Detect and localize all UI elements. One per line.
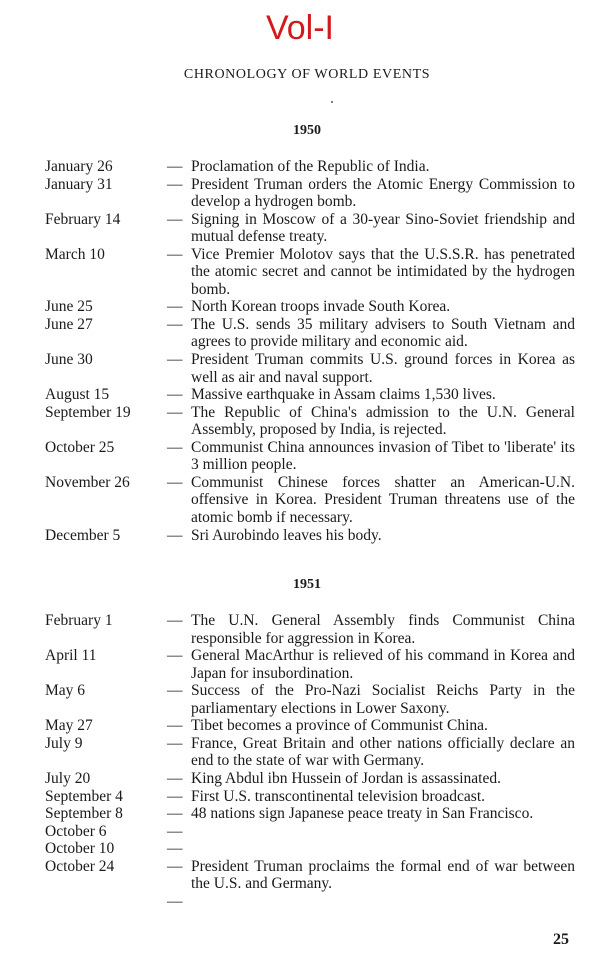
event-text: President Truman proclaims the formal end of war between the U.S. and Germany. xyxy=(191,857,575,893)
event-text: Proclamation of the Republic of India. xyxy=(191,158,430,175)
print-speck xyxy=(331,101,333,103)
event-date: November 26 xyxy=(45,473,130,491)
event-date: October 24 xyxy=(45,857,115,875)
event-text: 48 nations sign Japanese peace treaty in San Francisco. xyxy=(191,805,534,823)
event-entry xyxy=(45,527,575,545)
event-text: The U.S. sends 35 military advisers to South Vietnam and agrees to provide military and economic aid. xyxy=(191,315,575,351)
event-text: President Truman orders the Atomic Energy Commission to develop a hydrogen bomb. xyxy=(191,175,575,211)
event-text: Tibet becomes a province of Communist China. xyxy=(191,717,488,735)
event-date: February 14 xyxy=(45,210,121,228)
event-entry xyxy=(45,612,575,647)
event-dash: — xyxy=(167,351,183,369)
event-dash: — xyxy=(167,647,183,665)
event-dash: — xyxy=(167,526,183,544)
event-entry xyxy=(45,823,575,841)
event-dash: — xyxy=(167,403,183,421)
event-entry xyxy=(45,893,575,911)
page-number: 25 xyxy=(553,931,569,948)
event-dash: — xyxy=(167,893,183,911)
event-entry xyxy=(45,682,575,717)
event-entry xyxy=(45,404,575,439)
year-heading-1950: 1950 xyxy=(293,123,321,138)
event-date: December 5 xyxy=(45,526,121,544)
event-dash: — xyxy=(167,857,183,875)
event-dash: — xyxy=(167,298,183,316)
event-entry xyxy=(45,246,575,299)
event-entry xyxy=(45,439,575,474)
event-date: July 9 xyxy=(45,734,83,752)
event-date: July 20 xyxy=(45,769,91,787)
event-dash: — xyxy=(167,822,183,840)
event-text xyxy=(191,823,575,841)
event-date: January 26 xyxy=(45,158,113,175)
event-dash: — xyxy=(167,315,183,333)
event-date: April 11 xyxy=(45,647,97,665)
event-text: Communist Chinese forces shatter an American-U.N. offensive in Korea. President Truman threatens use of the atomic bomb if necessary. xyxy=(191,473,575,526)
event-dash: — xyxy=(167,386,183,404)
event-date: September 4 xyxy=(45,787,123,805)
event-entry xyxy=(45,158,575,176)
event-text xyxy=(191,893,575,911)
year-heading-1951: 1951 xyxy=(293,577,321,592)
event-dash: — xyxy=(167,787,183,805)
event-text: Massive earthquake in Assam claims 1,530 lives. xyxy=(191,386,496,404)
event-text: The Republic of China's admission to the U.N. General Assembly, proposed by India, is rejected. xyxy=(191,403,575,439)
event-date: March 10 xyxy=(45,245,105,263)
event-date: February 1 xyxy=(45,612,113,629)
event-text: General MacArthur is relieved of his command in Korea and Japan for insubordination. xyxy=(191,647,575,682)
page-title: CHRONOLOGY OF WORLD EVENTS xyxy=(183,67,431,82)
event-text: The U.N. General Assembly finds Communist China responsible for aggression in Korea. xyxy=(191,612,575,647)
event-text: King Abdul ibn Hussein of Jordan is assassinated. xyxy=(191,769,501,787)
event-date: June 30 xyxy=(45,351,93,369)
event-entry xyxy=(45,840,575,858)
event-entry xyxy=(45,211,575,246)
event-entry xyxy=(45,788,575,806)
event-text: Success of the Pro-Nazi Socialist Reichs Party in the parliamentary elections in Lower Saxony. xyxy=(191,682,575,717)
event-date: October 25 xyxy=(45,438,115,456)
event-entry xyxy=(45,858,575,893)
event-date: January 31 xyxy=(45,175,113,193)
event-date: October 6 xyxy=(45,822,107,840)
event-dash: — xyxy=(167,210,183,228)
event-entry xyxy=(45,474,575,527)
event-entry xyxy=(45,770,575,788)
event-text: Signing in Moscow of a 30-year Sino-Soviet friendship and mutual defense treaty. xyxy=(191,210,575,246)
event-text: President Truman commits U.S. ground forces in Korea as well as air and naval support. xyxy=(191,351,575,386)
event-dash: — xyxy=(167,805,183,823)
event-date: May 27 xyxy=(45,717,93,735)
event-entry xyxy=(45,647,575,682)
event-dash: — xyxy=(167,840,183,858)
event-date: September 8 xyxy=(45,805,123,823)
event-date: August 15 xyxy=(45,386,110,404)
event-text: North Korean troops invade South Korea. xyxy=(191,298,451,316)
event-text: Vice Premier Molotov says that the U.S.S.R. has penetrated the atomic secret and cannot be intimidated by the hydrogen bomb. xyxy=(191,245,575,298)
event-dash: — xyxy=(167,245,183,263)
event-date: May 6 xyxy=(45,682,86,700)
event-dash: — xyxy=(167,473,183,491)
event-date: June 27 xyxy=(45,315,93,333)
event-text xyxy=(191,840,575,858)
event-dash: — xyxy=(167,769,183,787)
events-list-1950 xyxy=(45,158,575,544)
event-dash: — xyxy=(167,612,183,629)
event-entry xyxy=(45,351,575,386)
event-text: France, Great Britain and other nations officially declare an end to the state of war with Germany. xyxy=(191,734,575,770)
event-entry xyxy=(45,805,575,823)
event-date: September 19 xyxy=(45,403,131,421)
event-date: June 25 xyxy=(45,298,93,316)
event-text: Communist China announces invasion of Tibet to 'liberate' its 3 million people. xyxy=(191,438,575,474)
event-text: Sri Aurobindo leaves his body. xyxy=(191,526,382,544)
event-dash: — xyxy=(167,734,183,752)
event-dash: — xyxy=(167,175,183,193)
event-dash: — xyxy=(167,438,183,456)
event-entry xyxy=(45,717,575,735)
event-dash: — xyxy=(167,158,183,175)
event-text: First U.S. transcontinental television broadcast. xyxy=(191,787,486,805)
event-dash: — xyxy=(167,717,183,735)
event-date xyxy=(45,893,167,911)
event-date: October 10 xyxy=(45,840,115,858)
event-entry xyxy=(45,316,575,351)
events-list-1951 xyxy=(45,612,575,911)
volume-label: Vol-I xyxy=(265,9,335,47)
event-entry xyxy=(45,735,575,770)
event-dash: — xyxy=(167,682,183,700)
event-entry xyxy=(45,386,575,404)
event-entry xyxy=(45,298,575,316)
event-entry xyxy=(45,176,575,211)
